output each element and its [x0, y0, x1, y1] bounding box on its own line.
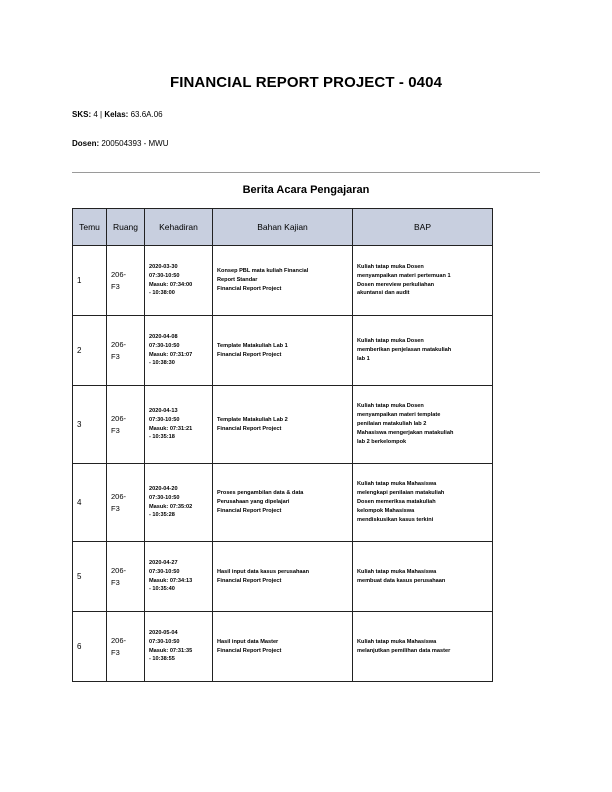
- kehadiran-line: - 10:38:30: [149, 360, 175, 367]
- bap-line: lab 2 berkelompok: [357, 438, 407, 445]
- cell-bahan-kajian: [213, 386, 353, 464]
- table-row: [73, 464, 493, 542]
- ruang-line: 206-: [111, 565, 127, 575]
- kehadiran-line: 07:30-10:50: [149, 638, 180, 645]
- bahan-line: Financial Report Project: [217, 577, 282, 584]
- section-title: Berita Acara Pengajaran: [242, 184, 370, 196]
- ruang-line: F3: [111, 425, 120, 435]
- bap-line: menyampaikan materi template: [357, 412, 441, 419]
- bap-line: melanjutkan pemilihan data master: [357, 647, 451, 654]
- bap-line: kelompok Mahasiswa: [357, 507, 415, 514]
- table-header-row: [73, 209, 493, 246]
- bahan-line: Financial Report Project: [217, 285, 282, 292]
- bap-line: Kuliah tatap muka Mahasiswa: [357, 481, 437, 488]
- kehadiran-line: - 10:35:18: [149, 434, 175, 441]
- cell-bahan-kajian: [213, 542, 353, 612]
- cell-temu: 6: [73, 612, 107, 682]
- bahan-line: Perusahaan yang dipelajari: [217, 499, 290, 506]
- meta-line-sks-kelas: [72, 110, 163, 119]
- table-row: [73, 246, 493, 316]
- cell-ruang: [107, 246, 145, 316]
- ruang-line: F3: [111, 281, 120, 291]
- kehadiran-line: 07:30-10:50: [149, 416, 180, 423]
- ruang-line: 206-: [111, 339, 127, 349]
- kehadiran-line: Masuk: 07:31:21: [149, 425, 193, 432]
- bahan-line: Template Matakuliah Lab 1: [217, 342, 288, 349]
- cell-ruang: [107, 386, 145, 464]
- cell-temu: 3: [73, 386, 107, 464]
- cell-kehadiran: [145, 386, 213, 464]
- kehadiran-line: - 10:35:28: [149, 512, 175, 519]
- table-row: [73, 542, 493, 612]
- ruang-line: 206-: [111, 269, 127, 279]
- kehadiran-line: 2020-04-08: [149, 333, 178, 340]
- kelas-label: Kelas:: [104, 110, 129, 119]
- kehadiran-line: 2020-04-27: [149, 559, 178, 566]
- kehadiran-line: 2020-04-20: [149, 485, 178, 492]
- cell-bap: [353, 316, 493, 386]
- bap-line: akuntansi dan audit: [357, 290, 410, 297]
- header-temu: Temu: [73, 209, 107, 246]
- sks-label: SKS:: [72, 110, 92, 119]
- cell-kehadiran: [145, 316, 213, 386]
- kehadiran-line: 07:30-10:50: [149, 342, 180, 349]
- bap-line: Kuliah tatap muka Mahasiswa: [357, 568, 437, 575]
- kehadiran-line: 2020-03-30: [149, 263, 178, 270]
- bap-line: lab 1: [357, 355, 370, 362]
- cell-temu: 1: [73, 246, 107, 316]
- cell-bahan-kajian: [213, 612, 353, 682]
- cell-bahan-kajian: [213, 316, 353, 386]
- dosen-label: Dosen:: [72, 139, 100, 148]
- bahan-line: Konsep PBL mata kuliah Financial: [217, 268, 309, 275]
- ruang-line: 206-: [111, 413, 127, 423]
- bahan-line: Proses pengambilan data & data: [217, 490, 304, 497]
- bap-line: Kuliah tatap muka Dosen: [357, 263, 424, 270]
- bap-line: Dosen memeriksa matakuliah: [357, 499, 436, 506]
- bap-line: Dosen mereview perkuliahan: [357, 281, 435, 288]
- cell-ruang: [107, 542, 145, 612]
- ruang-line: F3: [111, 577, 120, 587]
- cell-bahan-kajian: [213, 246, 353, 316]
- cell-kehadiran: [145, 246, 213, 316]
- header-kehadiran: Kehadiran: [145, 209, 213, 246]
- cell-kehadiran: [145, 612, 213, 682]
- bap-line: melengkapi penilaian matakuliah: [357, 490, 445, 497]
- kehadiran-line: Masuk: 07:31:35: [149, 647, 193, 654]
- bap-line: Kuliah tatap muka Mahasiswa: [357, 638, 437, 645]
- cell-bap: [353, 246, 493, 316]
- cell-temu: 5: [73, 542, 107, 612]
- kehadiran-line: 07:30-10:50: [149, 568, 180, 575]
- bahan-line: Financial Report Project: [217, 507, 282, 514]
- bap-line: mendiskusikan kasus terkini: [357, 516, 434, 523]
- kehadiran-line: Masuk: 07:35:02: [149, 503, 193, 510]
- kehadiran-line: - 10:38:55: [149, 656, 175, 663]
- kehadiran-line: - 10:35:40: [149, 586, 175, 593]
- meta-line-dosen: [72, 139, 169, 148]
- table-row: [73, 386, 493, 464]
- cell-bahan-kajian: [213, 464, 353, 542]
- bahan-line: Financial Report Project: [217, 647, 282, 654]
- horizontal-divider: [72, 172, 540, 173]
- cell-ruang: [107, 612, 145, 682]
- bap-line: Kuliah tatap muka Dosen: [357, 338, 424, 345]
- kehadiran-line: 2020-04-13: [149, 407, 178, 414]
- sks-value: 4 |: [91, 110, 105, 119]
- cell-kehadiran: [145, 464, 213, 542]
- header-ruang: Ruang: [107, 209, 145, 246]
- ruang-line: 206-: [111, 491, 127, 501]
- kehadiran-line: Masuk: 07:31:07: [149, 351, 193, 358]
- cell-bap: [353, 464, 493, 542]
- bap-line: membuat data kasus perusahaan: [357, 577, 446, 584]
- ruang-line: F3: [111, 503, 120, 513]
- cell-bap: [353, 386, 493, 464]
- bahan-line: Template Matakuliah Lab 2: [217, 416, 288, 423]
- document-title: FINANCIAL REPORT PROJECT - 0404: [169, 74, 443, 91]
- cell-bap: [353, 542, 493, 612]
- cell-bap: [353, 612, 493, 682]
- kehadiran-line: 2020-05-04: [149, 629, 178, 636]
- cell-kehadiran: [145, 542, 213, 612]
- bahan-line: Hasil input data Master: [217, 638, 279, 645]
- kehadiran-line: 07:30-10:50: [149, 494, 180, 501]
- kelas-value: 63.6A.06: [128, 110, 163, 119]
- cell-temu: 2: [73, 316, 107, 386]
- kehadiran-line: - 10:38:00: [149, 290, 175, 297]
- kehadiran-line: 07:30-10:50: [149, 272, 180, 279]
- cell-temu: 4: [73, 464, 107, 542]
- bahan-line: Financial Report Project: [217, 425, 282, 432]
- table-row: [73, 316, 493, 386]
- bap-line: Mahasiswa mengerjakan matakuliah: [357, 429, 454, 436]
- bahan-line: Report Standar: [217, 277, 258, 284]
- ruang-line: F3: [111, 351, 120, 361]
- ruang-line: F3: [111, 647, 120, 657]
- dosen-value: 200504393 - MWU: [99, 139, 169, 148]
- cell-ruang: [107, 316, 145, 386]
- bap-table: [72, 208, 493, 682]
- bap-line: penilaian matakuliah lab 2: [357, 421, 427, 428]
- bahan-line: Hasil input data kasus perusahaan: [217, 568, 310, 575]
- header-bahan-kajian: Bahan Kajian: [213, 209, 353, 246]
- bahan-line: Financial Report Project: [217, 351, 282, 358]
- table-row: [73, 612, 493, 682]
- bap-line: Kuliah tatap muka Dosen: [357, 403, 424, 410]
- kehadiran-line: Masuk: 07:34:13: [149, 577, 193, 584]
- cell-ruang: [107, 464, 145, 542]
- header-bap: BAP: [353, 209, 493, 246]
- table-body: [73, 246, 493, 682]
- bap-line: memberikan penjelasan matakuliah: [357, 347, 452, 354]
- bap-line: menyampaikan materi pertemuan 1: [357, 272, 451, 279]
- kehadiran-line: Masuk: 07:34:00: [149, 281, 193, 288]
- ruang-line: 206-: [111, 635, 127, 645]
